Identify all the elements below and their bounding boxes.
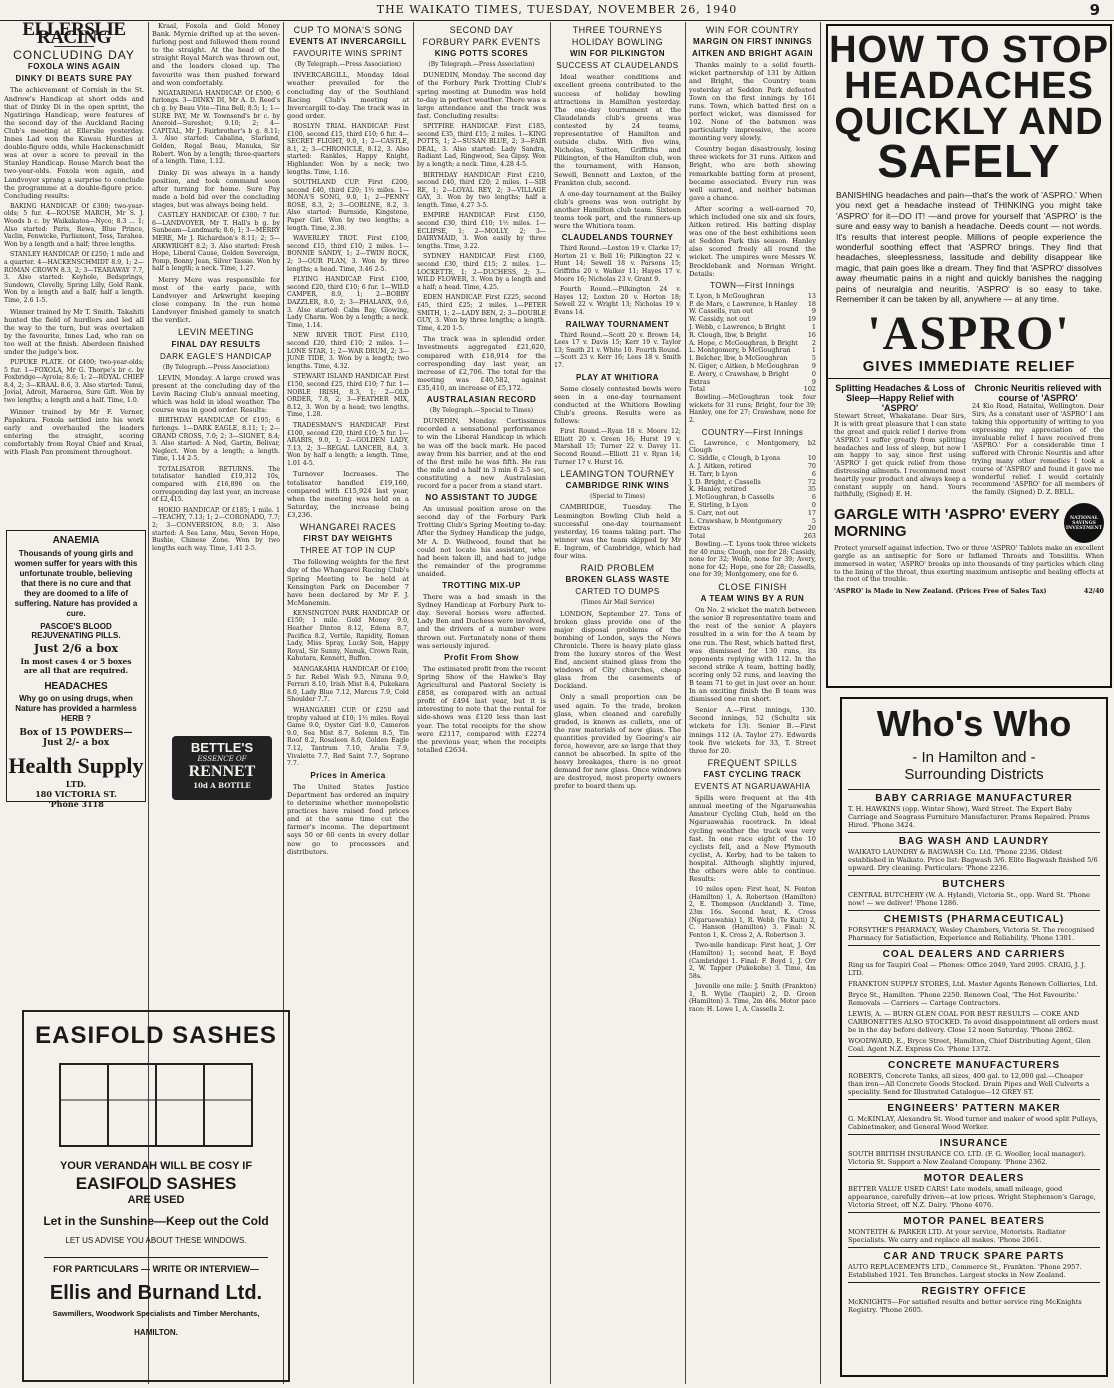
article-paragraph: On No. 2 wicket the match between the senior B representative team and the rest of the senior A players resulted in a win for the A team by one run. The Rest, which batted first, was dismissed for 130 runs, its opponents replying with 112. In the second strike A team, batting badly, scoring only 52 runs, and leaving the B team 71 to get in just over an hour. In an exciting finish the B team was dismissed one run short. bbox=[689, 606, 816, 704]
byline: (By Telegraph.—Press Association) bbox=[294, 61, 402, 69]
batsman-runs: 17 bbox=[807, 508, 816, 517]
batsman-name: J. McGoughran, b Cassells bbox=[689, 493, 775, 502]
batsman-name: I. Belcher, lbw, b McGoughran bbox=[689, 354, 788, 363]
batsman-runs: 16 bbox=[807, 330, 816, 339]
ad-line: LET US ADVISE YOU ABOUT THESE WINDOWS. bbox=[65, 1236, 247, 1245]
article-paragraph: Country began disastrously, losing three wickets for 31 runs. Aitken and Bright, who are both showing remarkable batting form at present, became associated. Every run was well earned, and neither batsman gave a chance. bbox=[689, 145, 816, 202]
article-paragraph: DUNEDIN, Monday. Certissimus recorded a sensational performance to win the Liberal Handicap in which he was off the back mark. He paced away from his barrier, and at the end of the first mile he was fifth. He ran the mile and a half in 3 min 6 2-5 sec, constituting a new Australasian record for a pacer from a stand start. bbox=[417, 417, 546, 490]
testimonial-title: Chronic Neuritis relieved with course of 'ASPRO' bbox=[974, 383, 1102, 404]
bowls-result: First Round.—Ryan 18 v. Moore 12; Elliott 20 v. Green 16; Hurst 19 v. Marshall 15; Turner 22 v. Davey 11. Second Round.—Elliott 21 v. Ryan 14; Turner 17 v. Hurst 16. bbox=[554, 428, 681, 466]
article-paragraph: An unusual position arose on the second day of the Forbury Park Trotting Club's Spring Meeting to-day. After the Sydney Handicap the judge, Mr A. D. Wellwood, found that he could not locate his assistant, who had been taken ill, and had to judge the remainder of the programme unaided. bbox=[417, 505, 546, 578]
ad-footer bbox=[828, 586, 1110, 596]
batsman-name: W. Cassidy, not out bbox=[689, 315, 750, 324]
article-paragraph: Dinky Di was always in a handy position, and took command soon after turning for home. Sure Pay made a bold bid over the concluding stages, but was always being held. bbox=[152, 168, 280, 210]
directory-subtitle: Surrounding Districts bbox=[904, 766, 1044, 783]
scorecard-title: TOWN—First Innings bbox=[710, 280, 795, 290]
byline: (By Telegraph.—Press Association) bbox=[428, 61, 535, 69]
race-result: TRADESMAN'S HANDICAP. First £100, second £20, third £10; 5 fur. 1—ARABIS, 9.0, 1; 2—GOLDEN LADY, 7.13, 2; 3—REGAL LANCER, 8.4, 3. Won by half a length; a length. Time, 1.01 4-5. bbox=[287, 421, 409, 467]
byline: (By Telegraph.—Press Association) bbox=[162, 363, 270, 371]
directory-entry: FORSYTHE'S PHARMACY, Wesley Chambers, Victoria St. The recognised Pharmacy for Satisfaction, Experience and Reliability. 'Phone 1301. bbox=[848, 926, 1095, 942]
subhead: A TEAM WINS BY A RUN bbox=[700, 594, 805, 604]
bowls-result: Third Round.—Scott 20 v. Brown 14; Lees 17 v. Davis 15; Kerr 19 v. Taylor 13; Smith 21 v. White 10. Fourth Round.—Scott 23 v. Kerr 16; Lees 18 v. Smith 17. bbox=[554, 331, 681, 370]
article-paragraph: LONDON, September 27. Tons of broken glass provide one of the major disposal problems of the bombing of London, says the News Chronicle. There is heavy plate glass from the luxury stores of the West End, ancient stained glass from the windows of City churches, cheap glass from the casements of Dockland. bbox=[554, 609, 681, 691]
directory-heading: BABY CARRIAGE MANUFACTURER bbox=[848, 789, 1100, 804]
directory-entry: WOODWARD, E., Bryce Street, Hamilton, Chief Distributing Agent, Glen Coal. Agent N.Z. Express Co. 'Phone 1372. bbox=[848, 1037, 1091, 1053]
ad-company: Ellis and Burnand Ltd. bbox=[49, 1282, 263, 1304]
directory-heading: CHEMISTS (PHARMACEUTICAL) bbox=[848, 910, 1100, 925]
batsman-runs: 13 bbox=[807, 291, 816, 300]
race-result: SYDNEY HANDICAP. First £160, second £30, third £15; 2 miles. 1—LOCKETTE, 1; 2—DUCHESS, 2; 3—WILD FLOWER, 3. Won by a length and a half; a head. Time, 4.25. bbox=[417, 253, 546, 291]
directory-entry: G. McKINLAY, Alexandra St. Wood turner and maker of wood split Pulleys, Cabinetmaker, and General Wood Worker. bbox=[848, 1115, 1098, 1131]
scorecard-row bbox=[689, 379, 816, 387]
subhead: FORBURY PARK EVENTS bbox=[422, 37, 541, 48]
batsman-name: H. Tarr, b Lyon bbox=[689, 469, 738, 478]
subhead: CLAUDELANDS TOURNEY bbox=[561, 233, 674, 243]
article-paragraph: Merry Mere was responsible for most of the early pace, with Landvoyer and Arkwright keeping close company. In the run home Landvoyer finished gamely to snatch the verdict. bbox=[152, 275, 280, 325]
subhead: FOXOLA WINS AGAIN bbox=[27, 62, 121, 72]
article-paragraph: Some closely contested bowls were seen in a one-day tournament conducted at the Whitiora Bowling Club's greens. Results were as follows: bbox=[554, 384, 681, 426]
directory-list bbox=[848, 789, 1100, 1314]
batsman-name: A. Hope, c McGoughran, b Bright bbox=[689, 338, 798, 347]
ad-body: Why go on using drugs, when Nature has provided a harmless HERB ? bbox=[15, 694, 137, 723]
ad-gargle-body: Protect yourself against infection. Two or three 'ASPRO' Tablets make an excellent gargle as an antiseptic for Sore or Inflamed Throats and Tonsilitis. When immersed in water, 'ASPRO' breaks up into thousands of tiny particles which cling to the lining of the throat, thus exerting maximum antiseptic and healing effects at the root of the trouble. bbox=[834, 544, 1104, 584]
article-paragraph: Spills were frequent at the 4th annual meeting of the Ngaruawahia Amateur Cycling Club, held on the Ngaruawahia racetrack. In ideal cycling weather the track was very fast. In one race eight of the 10 cyclists fell, and a New Plymouth cyclist, A. Kerby, had to be taken to hospital. Although slightly injured, the others were able to continue. Results: bbox=[689, 794, 816, 884]
ad-gargle: GARGLE WITH 'ASPRO' EVERY MORNING bbox=[834, 506, 1060, 541]
article-paragraph: The following weights for the first day of the Whangarei Racing Club's Spring Meeting to be held at Kensington Park on December 7 have been declared by Mr F. J. McManemin. bbox=[287, 558, 409, 607]
batsman-runs: 1 bbox=[811, 346, 816, 355]
article-paragraph: Turnover Increases. The totalisator handled £19,160, compared with £15,924 last year, when the meeting was held on a Saturday, the increase being £3,236. bbox=[287, 470, 409, 519]
scorecard-town bbox=[689, 293, 816, 394]
batsman-name: S. Carr, not out bbox=[689, 508, 739, 517]
article-paragraph: Senior A.—First innings, 130. Second innings, 52 (Schultz six wickets for 13). Senior B.—First innings 112 (A. Taylor 27). Edwards took five wickets for 33, T. Street three for 20. bbox=[689, 706, 816, 755]
subhead: CARTED TO DUMPS bbox=[575, 587, 660, 597]
article-paragraph: Winner trained by Mr F. Verner, Papakura. Foxola settled into his work early and overhauled the leaders entering the straight, scoring comfortably from Royal Chief and Kraal, with Flash Pan prominent throughout. bbox=[4, 407, 144, 457]
race-result: PUPUKE PLATE. Of £400; two-year-olds; 5 fur. 1—FOXOLA, Mr G. Thorpe's br c. by Foxbridge—Ayrola; 8.6; 1; 2—ROYAL CHIEF 8.4, 2; 3—KRAAL 8.6, 3. Also started: Tanui, Jovial, Adroit, Maraeroa, Sure Gift. Won by two lengths; a length and a half. Time, 1.0. bbox=[4, 359, 144, 405]
ad-product: RENNET bbox=[188, 763, 256, 780]
directory-title: Who's Who bbox=[876, 703, 1072, 744]
column-bowling bbox=[554, 22, 681, 1384]
scorecard-title: COUNTRY—First Innings bbox=[701, 427, 804, 437]
batsman-name: T. Lyon, b McGoughran bbox=[689, 291, 765, 300]
directory-heading: MOTOR DEALERS bbox=[848, 1169, 1100, 1184]
subhead: WIN FOR PILKINGTON bbox=[569, 49, 666, 59]
subhead: TROTTING MIX-UP bbox=[442, 581, 521, 590]
batsman-runs: 2 bbox=[811, 438, 816, 447]
cycling-result: Two-mile handicap: First heat, J. Orr (Hamilton) 1; second heat, F. Boyd (Cambridge) 1. Final: F. Boyd 1, J. Orr 2, W. Tapper (Pukekohe) 3. Time, 4m 58s. bbox=[689, 942, 816, 980]
ad-sub: LTD. bbox=[65, 779, 87, 789]
testimonial-title: Splitting Headaches & Loss of Sleep—Happy Relief with 'ASPRO' bbox=[835, 383, 965, 414]
article-paragraph: LEVIN, Monday. A large crowd was present at the concluding day of the Levin Racing Club's annual meeting, which was held in ideal weather. The course was in good order. Results: bbox=[152, 373, 280, 415]
ad-line: HAMILTON. bbox=[134, 1328, 178, 1337]
subhead: DINKY DI BEATS SURE PAY bbox=[15, 74, 133, 84]
batsman-name: C. Siddle, c Clough, b Lyons bbox=[689, 454, 781, 463]
column-rule bbox=[413, 22, 414, 1384]
masthead-title: THE WAIKATO TIMES, TUESDAY, NOVEMBER 26, 1940 bbox=[376, 3, 738, 16]
column-rule bbox=[685, 22, 686, 1384]
batsman-runs: 6 bbox=[811, 493, 816, 502]
subhead: CAMBRIDGE RINK WINS bbox=[565, 481, 670, 491]
directory-entry: T. H. HAWKINS (opp. Winter Show), Ward Street. The Expert Baby Carriage and Seagrass Furniture Manufacturer. Prams Repaired. Prams Hired. 'Phone 3424. bbox=[848, 805, 1090, 829]
batsman-runs: 18 bbox=[807, 299, 816, 308]
whos-who-directory bbox=[840, 697, 1108, 1377]
testimonial-2 bbox=[972, 383, 1104, 499]
directory-entry: Bryce St., Hamilton. 'Phone 2250. Renown Coal, 'The Hot Favourite.' Removals — Carriers — Cartage Contractors. bbox=[848, 991, 1079, 1007]
column-rule bbox=[820, 22, 821, 1384]
directory-heading: MOTOR PANEL BEATERS bbox=[848, 1212, 1100, 1227]
ad-pascoe bbox=[6, 530, 146, 809]
subhead: Prices in America bbox=[310, 770, 386, 780]
race-result: BAKING HANDICAP. Of £300; two-year-olds; 5 fur. 4—ROUSE MARCH, Mr S. J. Woods b c. by Waikakatoa—Nyco; 8.3 ... 1; Also started: Paris, Rewa, Blue Prince, Vaclin, Fenwicke, Parliament, Toss, Tarahea. Won by a length and a half; three lengths. bbox=[4, 202, 144, 248]
ad-brand: Health Supply bbox=[8, 753, 144, 778]
headline-frequent-spills: FREQUENT SPILLS bbox=[707, 757, 798, 768]
batsman-name: C. Lawrence, c Montgomery, b Clough bbox=[689, 438, 812, 455]
subhead: NO ASSISTANT TO JUDGE bbox=[425, 493, 538, 503]
subhead: THREE AT TOP IN CUP bbox=[300, 546, 396, 556]
ad-headline: HOW TO STOP bbox=[829, 29, 1109, 71]
byline: (By Telegraph.—Special to Times) bbox=[429, 407, 534, 415]
ad-headline: QUICKLY AND bbox=[834, 101, 1104, 144]
ad-line: Sawmillers, Woodwork Specialists and Timber Merchants, bbox=[52, 1309, 260, 1318]
batsman-name: Total bbox=[689, 532, 706, 541]
subhead: FINAL DAY RESULTS bbox=[171, 339, 261, 349]
ad-price: Box of 15 POWDERS— Just 2/- a box bbox=[19, 728, 133, 748]
headline-mona: CUP TO MONA'S SONG bbox=[293, 25, 403, 35]
testimonial-body: Stewart Street, Whakatane. Dear Sirs, It is with great pleasure that I can state the great and quick relief I derive from 'ASPRO.' I suffer greatly from splitting headaches and loss of sleep, but now I am happy to say, since first using 'ASPRO' I get quick relief from those distressing ailments. I recommend most heartily your product and always keep a constant supply on hand. Yours faithfully, (Signed) E. H. bbox=[834, 412, 966, 499]
directory-heading: CAR AND TRUCK SPARE PARTS bbox=[848, 1247, 1100, 1262]
ad-note: In most cases 4 or 5 boxes are all that are required. bbox=[20, 657, 132, 675]
directory-entry: BETTER VALUE USED CARS! Late models, small mileage, good appearance, carefully driven—at low prices. Wright Stephenson's Garage, Victoria Street, off N.Z. Dairy. 'Phone 4076. bbox=[848, 1185, 1096, 1209]
column-racing bbox=[152, 22, 280, 677]
directory-heading: REGISTRY OFFICE bbox=[848, 1282, 1100, 1297]
batsman-runs: 102 bbox=[803, 385, 816, 394]
ad-tagline: GIVES IMMEDIATE RELIEF bbox=[828, 358, 1110, 379]
ad-brand: 'ASPRO' bbox=[867, 307, 1071, 361]
race-result: EMPIRE HANDICAP. First £150, second £30, third £10; 1½ miles. 1—ECLIPSE, 1; 2—MOLLY, 2; 3—DAIRYMAID, 3. Won easily by three lengths. Time, 3.22. bbox=[417, 212, 546, 250]
race-result: NGATARINGA HANDICAP. Of £500; 6 furlongs. 3—DINKY DI, Mr A. D. Reed's ch g. by Beau Vite—Tina Bell; 8.5; 1; 1—SURE PAY, Mr W. Townsend's br c. by Aneroid—Sureshot; 9.10; 2; 4—CAPITAL, Mr J. Fairbrother's b g. 8.11; 3. Also started: Cabalina, Starland, Golden, Regal Beau, Manuka, Sir Robert. Won by a length; three-quarters of a length. Time, 1.12. bbox=[152, 89, 280, 166]
subhead: MARGIN ON FIRST INNINGS bbox=[692, 37, 813, 47]
article-paragraph: The United States Justice Department has ordered an inquiry to determine whether monopolistic practices have raised food prices and at the same time cut the farmer's income. The department says 50 or 60 cents in every dollar now go to processors and distributors. bbox=[287, 782, 409, 856]
batsman-name: L. Crawshaw, b Montgomery bbox=[689, 516, 783, 525]
ad-title: ANAEMIA bbox=[52, 535, 100, 546]
ad-line: YOUR VERANDAH WILL BE COSY IF bbox=[59, 1160, 253, 1172]
batsman-runs: 20 bbox=[807, 524, 816, 533]
article-paragraph: DUNEDIN, Monday. The second day of the Forbury Park Trotting Club's spring meeting at Dunedin was held to-day in perfect weather. There was a large attendance and the track was fast. Concluding results: bbox=[417, 71, 546, 120]
subhead: FAST CYCLING TRACK bbox=[703, 769, 802, 779]
race-result: WAVERLEY TROT. First £100, second £15, third £10; 2 miles. 1—BONNIE SANDY, 1; 2—TWIN ROCK, 2; 3—OUR PLAN, 3. Won by three lengths; a head. Time, 3.46 2-5. bbox=[287, 235, 409, 273]
ad-address: 180 VICTORIA ST. bbox=[35, 789, 117, 799]
masthead bbox=[0, 0, 1114, 21]
ad-easifold bbox=[22, 1010, 290, 1382]
headline-three-tourneys: THREE TOURNEYS bbox=[572, 25, 663, 35]
ad-product: PASCOE'S BLOOD REJUVENATING PILLS. bbox=[31, 622, 121, 640]
ad-body: Thousands of young girls and women suffer for years with this unfortunate trouble, believing that there is no cure and that they are doomed to a life of suffering. Nature has provided a cure. bbox=[14, 549, 138, 618]
directory-entry: McKNIGHTS—For satisfied results and better service ring McKnights Registry. 'Phone 2605. bbox=[848, 1298, 1082, 1314]
article-paragraph: Kraal, Foxola and Gold Money Bank. Myrnie drifted up at the seven-furlong post and followed them round to the straight. At the head of the straight Royal March was thrown out, and the leaders closed up. The favourite was then pushed forward and won comfortably. bbox=[152, 22, 280, 87]
batsman-name: A. J. Aitken, retired bbox=[689, 462, 752, 471]
subhead: EVENTS AT INVERCARGILL bbox=[289, 37, 407, 47]
batsman-name: J. D. Bright, c Cassells bbox=[689, 477, 761, 486]
batsman-runs: 35 bbox=[807, 485, 816, 494]
batsman-runs: 0 bbox=[811, 369, 816, 378]
ad-price: Just 2/6 a box bbox=[33, 642, 118, 655]
scorecard-row bbox=[689, 440, 816, 456]
ad-line: Let in the Sunshine—Keep out the Cold bbox=[43, 1214, 269, 1228]
batsman-runs: 0 bbox=[811, 501, 816, 510]
page-number: 9 bbox=[1089, 1, 1100, 19]
column-rule bbox=[550, 22, 551, 1384]
race-result: MANGAKAHIA HANDICAP. Of £100; 5 fur. Rebel Wish 9.5, Nirana 9.0, Ferrari 8.10, Irish Mist 8.4, Pukekara 8.0, Lady Blue 7.12, Marcus 7.9, Cold Shoulder 7.7. bbox=[287, 666, 409, 704]
subhead: CONCLUDING DAY bbox=[13, 48, 135, 63]
ad-headline: SAFELY bbox=[877, 135, 1061, 188]
bowling-figures: Bowling.—T. Lyons took three wickets for 40 runs; Clough, one for 28; Cassidy, none for 32; Webb, none for 39; Avery, none for 42; Hope, one for 28; Cassells, one for 39; Montgomery, one for 6. bbox=[689, 541, 816, 579]
batsman-runs: 2 bbox=[811, 338, 816, 347]
directory-entry: MONTEITH & PARKER LTD. At your service, Motorists. Radiator Specialists. We carry and replace all makes. 'Phone 2061. bbox=[848, 1228, 1066, 1244]
batsman-name: N. Giger, c Aitken, b McGoughran bbox=[689, 361, 799, 370]
directory-entry: LEWIS, A. — BURN GLEN COAL FOR BEST RESULTS — COKE AND CARBONETTES ALSO STOCKED. To avoid disappointment all orders must be in the day before delivery. Close 12 noon Saturday. 'Phone 2862. bbox=[848, 1010, 1099, 1034]
headline-second-day: SECOND DAY bbox=[449, 25, 514, 35]
cycling-result: Juvenile one mile: J. Smith (Frankton) 1, R. Wylie (Taupiri) 2, D. Green (Hamilton) 3. Time, 2m 46s. Motor pace race: H. Lowe 1, A. Cassells 2. bbox=[689, 983, 816, 1014]
bowls-result: Fourth Round.—Pilkington 24 v. Hayes 12; Loxton 20 v. Horton 18; Sewell 22 v. Wright 13; Nicholas 19 v. Evans 14. bbox=[554, 286, 681, 316]
batsman-runs: 70 bbox=[807, 462, 816, 471]
race-result: FLYING HANDICAP. First £100, second £20, third £10; 6 fur. 1—WILD CAMPER, 8.9, 1; 2—BOBBY DAZZLER, 8.0, 2; 3—PHALANX, 9.6, 3. Also started: Calm Bay, Glowing, Lady Charm. Won by a length; a neck. Time, 1.14. bbox=[287, 276, 409, 329]
subhead: PLAY AT WHITIORA bbox=[575, 372, 660, 382]
column-ellerslie bbox=[4, 19, 144, 522]
race-result: TOTALISATOR RETURNS. The totalisator handled £19,312 10s, compared with £16,896 on the corresponding day last year, an increase of £2,415. bbox=[152, 465, 280, 504]
batsman-runs: 5 bbox=[811, 516, 816, 525]
race-result: WHANGAREI CUP. Of £250 and trophy valued at £10; 1½ miles. Royal Game 9.0, Oyster Girl 9.0, Cameron 9.0, Sea Mist 8.7, Solemn 8.5, Tin Roof 8.2, Rosaleen 8.0, Golden Eagle 7.12, Tantrum 7.10, Aralia 7.9, Vivalette 7.7, Red Saint 7.7, Soprano 7.7. bbox=[287, 707, 409, 768]
directory-heading: BUTCHERS bbox=[848, 875, 1100, 890]
column-cricket bbox=[689, 22, 816, 1384]
article-paragraph: There was a bad smash in the Sydney Handicap at Forbury Park to-day. Several horses were affected. Lady Ben and Duchess were involved, and the drivers of a number were thrown out. Fortunately none of them was seriously injured. bbox=[417, 593, 546, 650]
article-paragraph: INVERCARGILL, Monday. Ideal weather prevailed for the concluding day of the Southland Racing Club's meeting at Invercargill to-day. The track was in good order. bbox=[287, 71, 409, 120]
ad-body: BANISHING headaches and pain—that's the work of 'ASPRO.' When you next get a headache instead of THINKING you might take 'ASPRO' for it—DO IT! —and prove for yourself that 'ASPRO' is the sure and easy way to banish a headache. Deeds count — not words. It's results that interest people. Millions of people experience the wonderful soothing effect that 'ASPRO' brings. They find that headaches, sleeplessness, lassitude and debility disappear like magic, that pain goes like a dream. They find that 'ASPRO' dissolves away rheumatic pains in a night and quickly banishes the nagging pains of neuralgia and neuritis. 'ASPRO' is so easy to take. Remember it can be taken by all, anywhere — at any time. bbox=[836, 189, 1102, 305]
directory-entry: CENTRAL BUTCHERY (W. A. Hyland), Victoria St., opp. Ward St. 'Phone now! — we deliver! 'Phone 1286. bbox=[848, 891, 1090, 907]
race-result: EDEN HANDICAP. First £225, second £45, third £25; 2 miles. 1—PETER SMITH, 1; 2—LADY BEN, 2; 3—DOUBLE GUY, 3. Won by three lengths; a length. Time, 4.20 1-5. bbox=[417, 294, 546, 332]
batsman-runs: 10 bbox=[807, 454, 816, 463]
batsman-name: W. Cassells, run out bbox=[689, 307, 753, 316]
ad-phone: 'Phone 3118 bbox=[48, 799, 104, 809]
race-result: ROSLYN TRIAL HANDICAP. First £100, second £15, third £10; 6 fur. 4—SECRET FLIGHT, 9.0, 1; 2—CASTLE, 8.1, 2; 3—CHRONICLE, 8.12, 3. Also started: Rankles, Happy Knight, Highlander. Won by a neck; two lengths. Time, 1.16. bbox=[287, 122, 409, 176]
article-paragraph: Only a small proportion can be used again. To the trade, broken glass, when cleaned and carefully graded, is known as cullets, one of the raw materials of new glass. The quantities provided by Goering's air force, however, are so large that they cannot be absorbed. In spite of the heavy breakages, there is no great demand for new glass. Once windows are destroyed, most property owners prefer to board them up. bbox=[554, 693, 681, 791]
article-paragraph: The estimated profit from the recent Spring Show of the Hawke's Bay Agricultural and Pastoral Society is £858, as compared with an actual profit of £494 last year, but it is interesting to note that the rental for side-shows was £120 less than last year. The total receipts for the show were £2117, compared with £2274 the previous year, when the receipts totalled £2634. bbox=[417, 664, 546, 754]
headline-levin: LEVIN MEETING bbox=[177, 327, 254, 338]
subhead: FAVOURITE WINS SPRINT bbox=[293, 49, 403, 59]
headline-close-finish: CLOSE FINISH bbox=[718, 581, 787, 592]
ad-price: 10d A BOTTLE bbox=[193, 781, 251, 790]
ad-line: ESSENCE OF bbox=[197, 755, 247, 763]
article-paragraph: The track was in splendid order. Investments aggregated £21,620, compared with £18,914 for the corresponding day last year, an increase of £2,706. The total for the meeting was £40,582, against £35,410, an increase of £5,172. bbox=[417, 335, 546, 392]
ad-code: 42/40 bbox=[1083, 587, 1104, 596]
race-result: SPITFIRE HANDICAP. First £185, second £35, third £15; 2 miles. 1—KING POTTS, 1; 2—SUSAN BLUE, 2; 3—FAIR DEAL, 3. Also started: Lady Sandra, Radiant Lad, Ringwood, Sea Gipsy. Won by a length; a neck. Time, 4.28 4-5. bbox=[417, 122, 546, 168]
directory-heading: CONCRETE MANUFACTURERS bbox=[848, 1056, 1100, 1071]
race-result: STANLEY HANDICAP. Of £250; 1 mile and a quarter. 4—HACKENSCHMIDT 8.9, 1; 2—ROMAN CROWN 8.3, 2; 3—TEARAWAY 7.7, 3. Also started: Keyhole, Bedsprings, Sundown, Clovelly, Spring Lilly, Gold Rank. Won by a length and a half; half a length. Time, 2.6 1-5. bbox=[4, 251, 144, 304]
directory-entry: AUTO REPLACEMENTS LTD., Commerce St., Frankton. 'Phone 2957. Established 1921. Ten Branches. Largest stocks in New Zealand. bbox=[848, 1263, 1082, 1279]
subhead: AUSTRALASIAN RECORD bbox=[426, 395, 537, 405]
directory-heading: INSURANCE bbox=[848, 1134, 1100, 1149]
headline-raid-problem: RAID PROBLEM bbox=[580, 563, 655, 574]
ad-footer-text: 'ASPRO' is Made in New Zealand. (Prices Free of Sales Tax) bbox=[834, 587, 1047, 596]
article-paragraph: After scoring a well-earned 70, which included one six and six fours, Aitken retired. His batting display was one of the best exhibitions seen at Seddon Park this season. Hanley also scored freely all round the wicket. The umpires were Messrs W. Brocklebank and Norman Wright. Details: bbox=[689, 204, 816, 278]
article-paragraph: Ideal weather conditions and excellent greens contributed to the success of holiday bowling attractions in Hamilton yesterday. The one-day tournament at the Claudelands club's greens was contested by 24 teams, representative of Hamilton and outside clubs. With five wins, Nicholas, Sutton, Griffiths and Pilkington, of the Hamilton club, won the tournament, with Hanson, Sewell, Bennett and Loxton, of the Frankton club, second. bbox=[554, 73, 681, 187]
subhead: RAILWAY TOURNAMENT bbox=[565, 319, 670, 329]
race-result: KENSINGTON PARK HANDICAP. Of £150; 1 mile. Gold Money 9.0, Heather Dinton 8.12, Edena 8.7, Pacifica 8.2, Vertile, Rapidity, Roman Lady, Miss Spray, Lucky Son, Happy Royal, Sir Sunny, Nanuk, Crown Ruin, Kahutara, Kennett, Buffon. bbox=[287, 609, 409, 663]
batsman-name: Extras bbox=[689, 377, 710, 386]
batsman-runs: 19 bbox=[807, 315, 816, 324]
subhead: Profit From Show bbox=[444, 652, 519, 662]
directory-heading: COAL DEALERS AND CARRIERS bbox=[848, 945, 1100, 960]
batsman-name: E. Stirling, b Lyon bbox=[689, 501, 748, 510]
bowls-result: Third Round.—Loxton 19 v. Clarke 17; Horton 21 v. Bell 16; Pilkington 22 v. Hunt 14; Sewell 18 v. Parsons 15; Griffiths 20 v. Walker 11; Hayes 17 v. Moore 16; Nicholas 23 v. Grant 9. bbox=[554, 245, 681, 283]
ad-headline: HEADACHES bbox=[844, 65, 1094, 108]
headline-ellerslie: ELLERSLIE RACING bbox=[22, 19, 126, 49]
ad-line: ARE USED bbox=[127, 1194, 185, 1206]
article-paragraph: Thanks mainly to a solid fourth-wicket partnership of 131 by Aitken and Bright, the Country team yesterday at Seddon Park defeated Town on the first innings by 161 runs. Town, which batted first on a perfect wicket, was dismissed for 102. None of the batsmen was particularly impressive, the score mounting very slowly. bbox=[689, 61, 816, 143]
cycling-result: 10 miles open: First heat, N. Fenton (Hamilton) 1, A. Robertson (Hamilton) 2, E. Thompson (Auckland) 3. Time, 23m 16s. Second heat, K. Cross (Ngaruawahia) 1, R. Webb (Te Kuiti) 2, C. Hanson (Hamilton) 3. Final: N. Fenton 1, K. Cross 2, A. Robertson 3. bbox=[689, 886, 816, 939]
batsman-name: K. Hanley, retired bbox=[689, 485, 747, 494]
batsman-name: P. de Mars, c Lawrence, b Hanley bbox=[689, 299, 798, 308]
subhead: FIRST DAY WEIGHTS bbox=[303, 534, 393, 544]
ad-aspro bbox=[826, 24, 1112, 688]
subhead: DARK EAGLE'S HANDICAP bbox=[159, 351, 273, 361]
headline-leamington: LEAMINGTON TOURNEY bbox=[560, 469, 675, 480]
batsman-name: J. Webb, c Lawrence, b Bright bbox=[689, 323, 786, 331]
directory-heading: BAG WASH AND LAUNDRY bbox=[848, 832, 1100, 847]
batsman-runs: 72 bbox=[807, 477, 816, 486]
byline: (Special to Times) bbox=[589, 493, 646, 501]
scorecard-row bbox=[689, 525, 816, 533]
article-paragraph: A one-day tournament at the Bailey club's greens was won outright by another Hamilton club team. Sixteen teams took part, and the runners-up were the Whitiora team. bbox=[554, 189, 681, 231]
directory-entry: Ring us for Taupiri Coal — Phones: Office 2049, Yard 2095. CRAIG, J. J. LTD. bbox=[848, 961, 1086, 977]
race-result: STEWART ISLAND HANDICAP. First £150, second £25, third £10; 7 fur. 1—NOBLE IRISH, 8.3, 1; 2—OLD ORDER, 7.8, 2; 3—FEATHER MIX, 8.12, 3. Won by a head; two lengths. Time, 1.28. bbox=[287, 373, 409, 419]
ad-line: FOR PARTICULARS — WRITE OR INTERVIEW— bbox=[53, 1264, 259, 1274]
race-result: SOUTHLAND CUP. First £200, second £40, third £20; 1½ miles. 1—MONA'S SONG, 9.0, 1; 2—PENNY ROSE, 8.3, 2; 3—GOBLINE, 8.2, 3. Also started: Burnside, Kingstone, Paper Girl. Won by two lengths; a length. Time, 2.38. bbox=[287, 179, 409, 232]
subhead: KING POTTS SCORES bbox=[434, 49, 529, 59]
batsman-name: Extras bbox=[689, 524, 710, 533]
directory-entry: FRANKTON SUPPLY STORES, Ltd. Master Agents Renown Collieries, Ltd. bbox=[848, 980, 1098, 988]
batsman-name: R. Clough, lbw, b Bright bbox=[689, 330, 767, 339]
subhead: AITKEN AND BRIGHT AGAIN bbox=[691, 49, 814, 59]
column-invercargill bbox=[287, 22, 409, 1384]
byline: (Times Air Mail Service) bbox=[580, 599, 655, 607]
directory-heading: ENGINEERS' PATTERN MAKER bbox=[848, 1099, 1100, 1114]
scorecard-country bbox=[689, 440, 816, 541]
race-result: HOKIO HANDICAP. Of £185; 1 mile. 1—TEACHY, 7.13; 1; 2—CORONADO, 7.7; 2; 3—CONVERSION, 8.0; 3. Also started: A Sea Lane, Mau, Seven Hope, Bushie, Chinese Zone. Won by two lengths each way. Time, 1.41 2-5. bbox=[152, 506, 280, 552]
subhead: BROKEN GLASS WASTE bbox=[565, 575, 670, 585]
batsman-runs: 263 bbox=[803, 532, 816, 541]
bowling-figures: Bowling.—McGoughran took four wickets for 31 runs; Bright, four for 39; Hanley, one for 27; Crawshaw, none for 2. bbox=[689, 394, 816, 424]
scorecard-row bbox=[689, 386, 816, 394]
scorecard-row bbox=[689, 533, 816, 541]
ad-title: EASIFOLD SASHES bbox=[35, 1022, 277, 1049]
savings-badge-icon: NATIONAL SAVINGS INVESTMENT bbox=[1064, 503, 1104, 543]
batsman-runs: 5 bbox=[811, 354, 816, 363]
batsman-runs: 6 bbox=[811, 469, 816, 478]
article-paragraph: Winner trained by Mr T. Smith. Takahiti hunted the field of hurdlers and led all the way to the turn, but was overtaken by the favourite, Innes Lad, who ran on too well at the finish. Aberdeen finished under the judge's box. bbox=[4, 307, 144, 356]
headline-whangarei: WHANGAREI RACES bbox=[299, 522, 397, 533]
directory-entry: WAIKATO LAUNDRY & BAGWASH Co. Ltd. 'Phone 2236. Oldest established in Waikato. Price list: Bagwash 3/6. Elite Bagwash finished 5/6 upward. Dry cleaning. Particulars: 'Phone 2236. bbox=[848, 848, 1098, 872]
ad-line: EASIFOLD SASHES bbox=[75, 1174, 237, 1193]
article-paragraph: CAMBRIDGE, Tuesday. The Leamington Bowling Club held a successful one-day tournament yesterday, 16 teams taking part. The winner was the team skipped by Mr E. Ingram, of Cambridge, which had four wins. bbox=[554, 503, 681, 561]
subhead: HOLIDAY BOWLING bbox=[571, 37, 664, 48]
ad-rennet bbox=[172, 736, 272, 800]
batsman-name: E. Avery, c Crawshaw, b Bright bbox=[689, 369, 789, 378]
article-paragraph: The achievement of Cornish in the St. Andrew's Handicap at short odds and that of Dinky Di in the open sprint, the Ngatiringa Handicap, were features of the second day of the Auckland Racing Club's meeting at Ellerslie yesterday. Innes Lad won the Kawau Hurdles at double-figure odds, while Hackenschmidt was at over a score to prevail in the Stanley Handicap. Rouse March beat the two-year-olds. Foxola won again, and Landvoyer sprang a surprise to conclude the programme at a double-figure price. Concluding results: bbox=[4, 86, 144, 200]
batsman-runs: 9 bbox=[811, 307, 816, 316]
testimonial-1 bbox=[834, 383, 966, 499]
column-forbury bbox=[417, 22, 546, 1384]
batsman-name: L. Montgomery, b McGoughran bbox=[689, 346, 791, 355]
ad-brand: BETTLE'S bbox=[190, 740, 254, 755]
race-result: NEW RIVER TROT. First £110, second £20, third £10; 2 miles. 1—LONE STAR, 1; 2—WAR DRUM, 2; 3—JUNE TIDE, 3. Won by a length; two lengths. Time, 4.32. bbox=[287, 332, 409, 370]
directory-entry: ROBERTS, Concrete Tanks, all sizes, 400 gal. to 12,000 gal.—Cheaper than iron—All Concrete Goods Stocked. Drain Pipes and Well Culverts a speciality. Send for Illustrated Catalogue—12 GREY ST. bbox=[848, 1072, 1090, 1096]
testimonial-body: 24 Kio Road, Hataitai, Wellington. Dear Sirs, As a constant user of 'ASPRO' I am taking this opportunity of writing to you expressing my appreciation of the invaluable relief I have received from 'ASPRO.' For a considerable time I suffered with Chronic Neuritis and after trying many other remedies I took a course of 'ASPRO' and found it gave me wonderful relief. I would certainly recommend 'ASPRO' for all members of the family. (Signed) D. Z. BELL. bbox=[972, 402, 1104, 497]
race-result: BIRTHDAY HANDICAP. Of £195; 6 furlongs. 1—DARK EAGLE, 8.11; 1; 2—GRAND CROSS, 7.0; 2; 3—SIGNET, 8.4; 3. Also started: A Ned, Gartin, Bolivar, Neglect. Won by a length; a length. Time, 1.14 2-5. bbox=[152, 417, 280, 463]
window-illustration-icon bbox=[56, 1060, 256, 1150]
directory-entry: SOUTH BRITISH INSURANCE CO. LTD. (F. G. Wooller, local manager). Victoria St. Support a New Zealand Company. 'Phone 2362. bbox=[848, 1150, 1086, 1166]
batsman-runs: 1 bbox=[811, 323, 816, 331]
race-result: CASTLEY HANDICAP. Of £300; 7 fur. 6—LANDVOYER, Mr T. Hall's b g. by Sunbeam—Landmark; 8.6; 1; 3—MERRY MERE, Mr J. Richardson's 8.11; 2; 5—ARKWRIGHT 8.2; 3. Also started: Fresh Hope, Liberal Cause, Golden Sovereign, Pomp, Bonny Jean, Silver Tassie. Won by half a length; a neck. Time, 1.27. bbox=[152, 212, 280, 273]
subhead: SUCCESS AT CLAUDELANDS bbox=[556, 61, 679, 71]
ad-title: HEADACHES bbox=[44, 681, 108, 692]
batsman-runs: 9 bbox=[811, 361, 816, 370]
subhead: EVENTS AT NGARUAWAHIA bbox=[694, 782, 811, 792]
directory-subtitle: - In Hamilton and - bbox=[912, 749, 1036, 766]
race-result: BIRTHDAY HANDICAP. First £210, second £40, third £20; 2 miles. 1—SIR RE, 1; 2—LOYAL REY, 2; 3—VILLAGE GAY, 3. Won by two lengths; half a length. Time, 4.27 3-5. bbox=[417, 171, 546, 209]
headline-win-for-country: WIN FOR COUNTRY bbox=[705, 25, 800, 35]
batsman-name: Total bbox=[689, 385, 706, 394]
batsman-runs: 9 bbox=[811, 377, 816, 386]
